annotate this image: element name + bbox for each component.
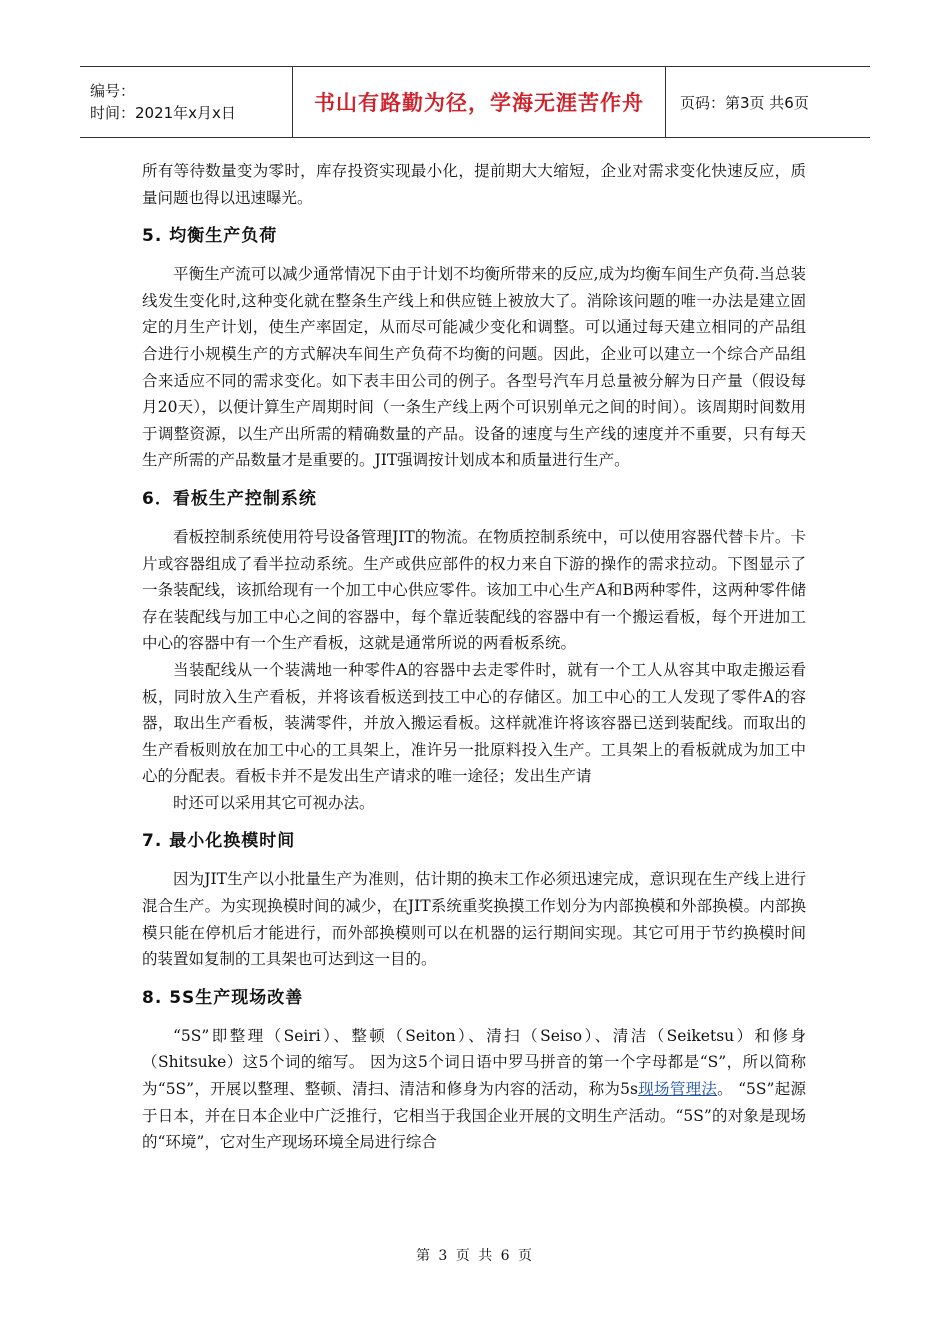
page-footer: 第 3 页 共 6 页 (415, 1248, 535, 1264)
site-management-link[interactable]: 现场管理法 (638, 1080, 718, 1099)
section-7-paragraph: 因为JIT生产以小批量生产为准则，估计期的换末工作必须迅速完成，意识现在生产线上进行混合生产。为实现换模时间的减少，在JIT系统重奖换摸工作划分为内部换模和外部换模。内部换模只能在停机后才能进行，而外部换模则可以在机器的运行期间实现。其它可用于节约换模时间的装置如复制的工具架也可达到这一目的。 (142, 870, 806, 969)
section-6-paragraph-2: 当装配线从一个装满地一种零件A的容器中去走零件时，就有一个工人从容其中取走搬运看板，同时放入生产看板，并将该看板送到技工中心的存储区。加工中心的工人发现了零件A的容器，取出生产看板，装满零件，并放入搬运看板。这样就准许将该容器已送到装配线。而取出的生产看板则放在加工中心的工具架上，准许另一批原料投入生产。工具架上的看板就成为加工中心的分配表。看板卡并不是发出生产请求的唯一途径；发出生产请 (142, 660, 806, 786)
doc-number-label: 编号： (90, 82, 136, 100)
header-page-cell (666, 67, 870, 137)
section-7-heading: 7. 最小化换模时间 (142, 831, 296, 852)
header-motto-cell (293, 67, 666, 137)
section-8-text-a: “5S”即整理（Seiri）、整顿（Seiton）、清扫（Seiso）、清洁（Seiketsu）和修身（Shitsuke）这5个词的缩写。 因为这5个词日语中罗马拼音的第一个字母都是“S”，所以简称为“5S”，开展以整理、整顿、清扫、清洁和修身为内容的活动，称为5s (142, 1026, 806, 1099)
section-8-text-b: 。 “5S”起源于日本，并在日本企业中广泛推行，它相当于我国企业开展的文明生产活动。“5S”的对象是现场的“环境”，它对生产现场环境全局进行综合 (142, 1080, 806, 1152)
header-motto: 书山有路勤为径，学海无涯苦作舟 (314, 91, 644, 115)
section-6-paragraph-1: 看板控制系统使用符号设备管理JIT的物流。在物质控制系统中，可以使用容器代替卡片。卡片或容器组成了看半拉动系统。生产或供应部件的权力来自下游的操作的需求拉动。下图显示了一条装配线，该抓给现有一个加工中心供应零件。该加工中心生产A和B两种零件，这两种零件储存在装配线与加工中心之间的容器中，每个靠近装配线的容器中有一个搬运看板，每个开进加工中心的容器中有一个生产看板，这就是通常所说的两看板系统。 (142, 527, 806, 653)
intro-paragraph: 所有等待数量变为零时，库存投资实现最小化，提前期大大缩短，企业对需求变化快速反应，质量问题也得以迅速曝光。 (142, 162, 806, 207)
section-5-heading: 5. 均衡生产负荷 (142, 226, 278, 247)
doc-time-label: 时间：2021年x月x日 (90, 104, 236, 122)
section-6-paragraph-3: 时还可以采用其它可视办法。 (173, 793, 375, 812)
section-8-paragraph (142, 1023, 806, 1156)
section-6-heading: 6．看板生产控制系统 (142, 488, 317, 509)
page-header (80, 66, 870, 138)
section-5-paragraph: 平衡生产流可以减少通常情况下由于计划不均衡所带来的反应,成为均衡车间生产负荷.当总装线发生变化时,这种变化就在整条生产线上和供应链上被放大了。消除该问题的唯一办法是建立固定的月生产计划，使生产率固定，从而尽可能减少变化和调整。可以通过每天建立相同的产品组合进行小规模生产的方式解决车间生产负荷不均衡的问题。因此，企业可以建立一个综合产品组合来适应不同的需求变化。如下表丰田公司的例子。各型号汽车月总量被分解为日产量（假设每月20天），以便计算生产周期时间（一条生产线上两个可识别单元之间的时间）。该周期时间数用于调整资源，以生产出所需的精确数量的产品。设备的速度与生产线的速度并不重要，只有每天生产所需的产品数量才是重要的。JIT强调按计划成本和质量进行生产。 (142, 265, 806, 470)
document-body (142, 158, 806, 1156)
header-meta (80, 67, 293, 137)
section-8-heading: 8. 5S生产现场改善 (142, 987, 304, 1008)
header-page-label: 页码：第3页 共6页 (680, 93, 809, 112)
